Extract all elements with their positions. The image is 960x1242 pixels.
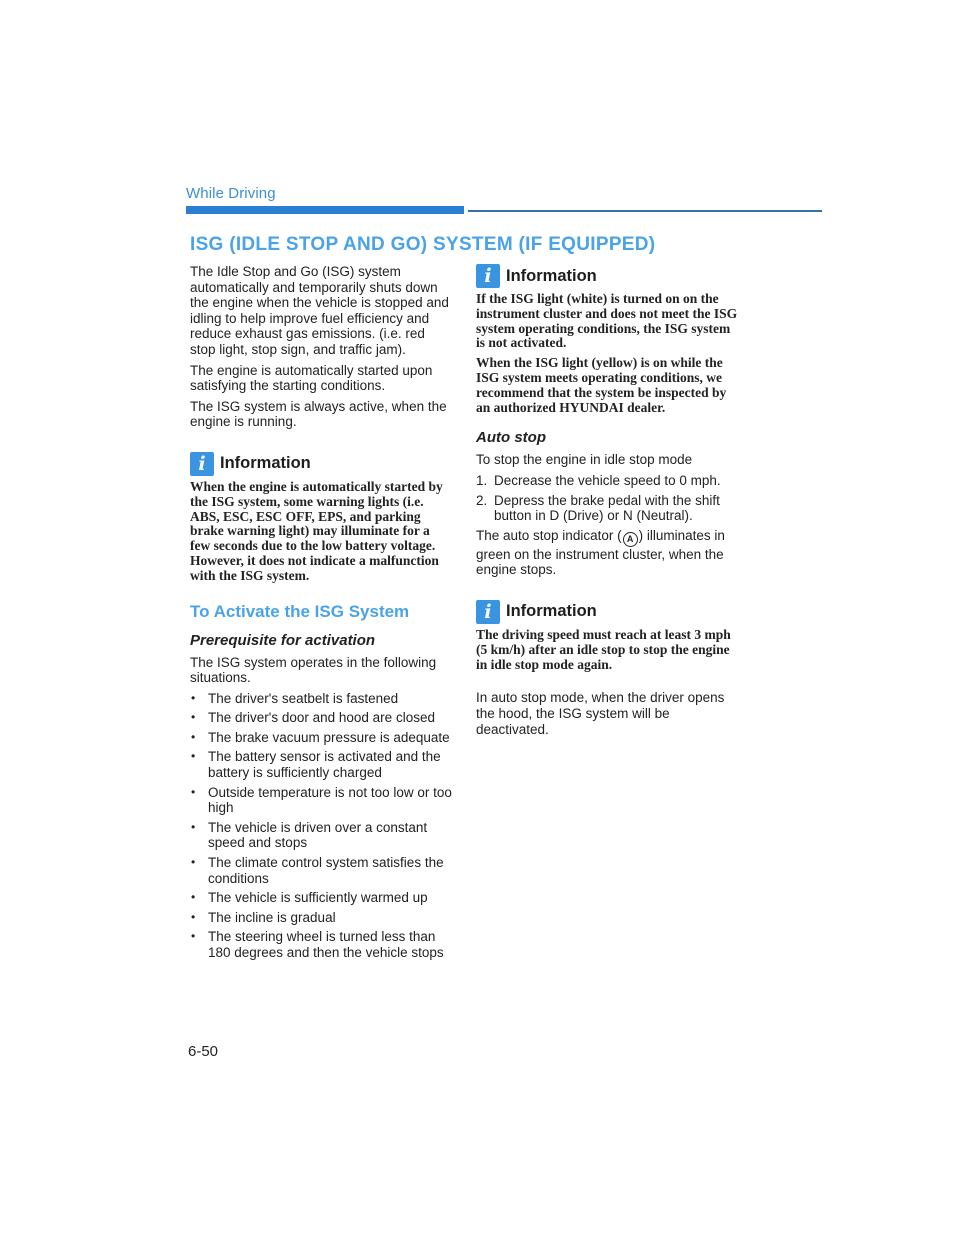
- list-item: [476, 473, 738, 489]
- list-item: • Outside temperature is not too low or too high: [190, 785, 452, 816]
- list-item: • The climate control system satisfies the conditions: [190, 855, 452, 886]
- page-title: ISG (IDLE STOP AND GO) SYSTEM (IF EQUIPPED): [190, 234, 656, 255]
- prerequisite-heading: Prerequisite for activation: [190, 631, 376, 649]
- auto-stop-heading: Auto stop: [476, 429, 546, 447]
- step-text: Depress the brake pedal with the shift button in D (Drive) or N (Neutral).: [494, 492, 720, 524]
- information-title: Information: [220, 454, 311, 473]
- indicator-text-after: ) illuminates in green on the instrument cluster, when the engine stops.: [476, 527, 725, 578]
- information-heading: [476, 264, 738, 288]
- information-text: When the engine is automatically started by the ISG system, some warning lights (i.e. ABS, ESC, ESC OFF, EPS, and parking brake warning light) may illuminate for a few seconds due to the low battery voltage. However, it does not indicate a malfunction with the ISG system.: [190, 478, 443, 583]
- section-header-label: While Driving: [186, 185, 276, 202]
- information-title: Information: [506, 266, 597, 285]
- right-column: [476, 264, 738, 742]
- list-item: • The vehicle is driven over a constant speed and stops: [190, 820, 452, 851]
- intro-paragraph: The engine is automatically started upon satisfying the starting conditions.: [190, 362, 433, 394]
- information-heading: [190, 452, 452, 476]
- header-rule-thin: [468, 210, 822, 212]
- information-heading: [476, 600, 738, 624]
- header-rule-thick: [186, 206, 464, 214]
- auto-stop-indicator-icon: A: [623, 532, 638, 547]
- auto-stop-steps: [476, 473, 738, 524]
- information-box: [190, 452, 452, 584]
- info-icon: i: [476, 264, 500, 288]
- intro-paragraph: The ISG system is always active, when the engine is running.: [190, 398, 447, 430]
- list-item: • The vehicle is sufficiently warmed up: [190, 890, 452, 906]
- list-item: • The battery sensor is activated and the battery is sufficiently charged: [190, 749, 452, 780]
- list-item: • The steering wheel is turned less than 180 degrees and then the vehicle stops: [190, 929, 452, 960]
- left-column: [190, 264, 452, 965]
- indicator-text-before: The auto stop indicator (: [476, 527, 622, 543]
- step-text: Decrease the vehicle speed to 0 mph.: [494, 472, 721, 488]
- prerequisite-intro: The ISG system operates in the following situations.: [190, 654, 437, 686]
- information-title: Information: [506, 602, 597, 621]
- info-icon: i: [476, 600, 500, 624]
- info-icon: i: [190, 452, 214, 476]
- list-item: • The driver's seatbelt is fastened: [190, 691, 452, 707]
- list-item: • The brake vacuum pressure is adequate: [190, 730, 452, 746]
- list-item: • The incline is gradual: [190, 910, 452, 926]
- closing-paragraph: In auto stop mode, when the driver opens the hood, the ISG system will be deactivated.: [476, 690, 725, 737]
- information-text: If the ISG light (white) is turned on on the instrument cluster and does not meet the ISG system operating conditions, the ISG system is not activated.: [476, 291, 738, 351]
- information-text: When the ISG light (yellow) is on while the ISG system meets operating conditions, we recommend that the system be inspected by an authorized HYUNDAI dealer.: [476, 355, 727, 415]
- list-item: [476, 493, 738, 524]
- page-number: 6-50: [188, 1043, 219, 1060]
- information-text: The driving speed must reach at least 3 mph (5 km/h) after an idle stop to stop the engine in idle stop mode again.: [476, 626, 731, 672]
- information-box: [476, 600, 738, 672]
- information-box: [476, 264, 738, 415]
- step-number: 1.: [476, 472, 488, 488]
- condition-list: [190, 691, 452, 961]
- auto-stop-intro: To stop the engine in idle stop mode: [476, 452, 693, 468]
- intro-paragraph: The Idle Stop and Go (ISG) system automatically and temporarily shuts down the engine when the vehicle is stopped and idling to help improve fuel efficiency and reduce exhaust gas emissions. (i.e. red stop light, stop sign, and traffic jam).: [190, 264, 449, 357]
- indicator-paragraph: [476, 528, 738, 578]
- activate-heading: To Activate the ISG System: [190, 601, 410, 621]
- list-item: • The driver's door and hood are closed: [190, 710, 452, 726]
- step-number: 2.: [476, 492, 488, 508]
